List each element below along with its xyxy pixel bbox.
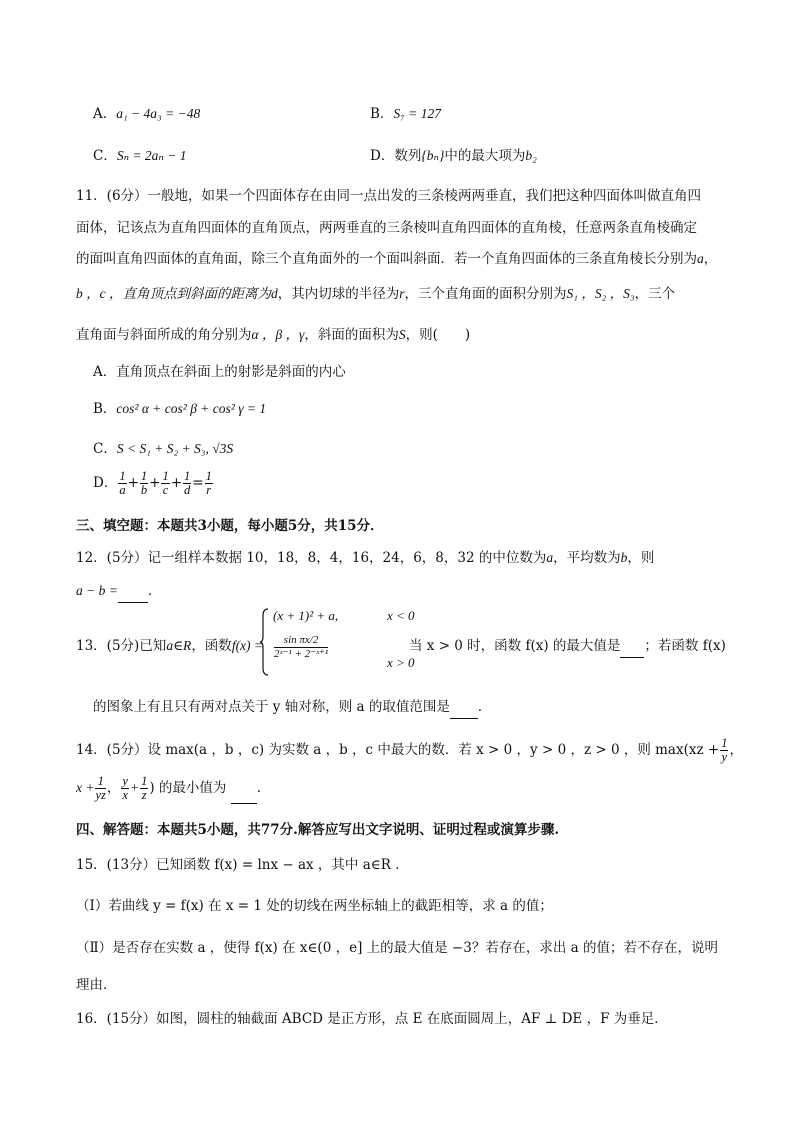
q13-case-2: $\frac{\text{sin πx/2}}{\text{2ˣ⁻¹ + 2⁻ˣ⁺¹}}$ [274, 634, 329, 660]
q11-option-a: A．直角顶点在斜面上的射影是斜面的内心 [93, 364, 346, 380]
q11-option-b: B．cos² α + cos² β + cos² γ = 1 [93, 401, 267, 417]
section-4-heading: 四、解答题：本题共5小题，共77分.解答应写出文字说明、证明过程或演算步骤. [76, 822, 560, 838]
q15-part-2-end: 理由． [76, 977, 117, 993]
q10-option-c: C．Sₙ = 2aₙ − 1 [93, 148, 187, 164]
q13-case-1: (x + 1)² + a, [273, 608, 339, 623]
q11-option-d: D． $\frac{1}{a}$ + $\frac{1}{b}$ + $\frac{1}{c}$ + $\frac{1}{d}$ = $\frac{1}{r}$ [93, 469, 212, 497]
q11-line-4: b ，c ，直角顶点到斜面的距离为d，其内切球的半径为r，三个直角面的面积分别为S₁ ，S₂ ，S₃，三个 [76, 286, 676, 302]
q10-option-b-expr: S₇ = 127 [393, 106, 441, 121]
q13-prefix: 13．(5分)已知a∈R，函数f(x) = [76, 638, 264, 654]
q12-line-2: a − b = ． [76, 582, 161, 603]
q14-line-2: x + $\frac{1}{yz}$ ， $\frac{y}{x}$ + $\frac{1}{z}$ ) 的最小值为 ． [76, 774, 271, 802]
q14-answer-blank [231, 777, 257, 804]
q12-line-1: 12．(5分）记一组样本数据 10，18，8，4，16，24，6，8，32 的中位数为a，平均数为b，则 [76, 550, 655, 566]
q13-case-1-cond: x < 0 [387, 608, 415, 623]
q12-answer-blank [118, 584, 148, 603]
section-3-heading: 三、填空题：本题共3小题，每小题5分，共15分． [76, 518, 384, 534]
q10-option-a: A．a₁ − 4a₃ = −48 [93, 106, 201, 122]
brace-shape [259, 608, 269, 676]
q16-line-1: 16．(15分）如图，圆柱的轴截面 ABCD 是正方形，点 E 在底面圆周上，AF ⊥ DE ，F 为垂足． [76, 1011, 668, 1027]
q11-line-1: 11．(6分）一般地，如果一个四面体存在由同一点出发的三条棱两两垂直，我们把这种四面体叫做直角四 [76, 188, 702, 204]
q14-line-1: 14．(5分）设 max(a ，b ，c) 为实数 a ，b ，c 中最大的数．若 x > 0 ，y > 0 ，z > 0 ，则 max(xz + $\frac{1}{y}$ ， [76, 736, 743, 764]
q13-line-2: 的图象上有且只有两对点关于 y 轴对称，则 a 的取值范围是 ． [93, 698, 491, 719]
q10-option-b: B．S₇ = 127 [370, 106, 441, 122]
q13-answer-blank-2 [450, 700, 478, 719]
q13-after: 当 x > 0 时，函数 f(x) 的最大值是 ；若函数 f(x) [409, 637, 726, 658]
q13-case-2-cond: x > 0 [387, 655, 415, 670]
q10-option-a-expr: a₁ − 4a₃ = −48 [116, 106, 201, 121]
q11-option-c: C．S < S₁ + S₂ + S₃, √3S [93, 441, 234, 457]
q15-part-1: （Ⅰ）若曲线 y = f(x) 在 x = 1 处的切线在两坐标轴上的截距相等，求 a 的值； [76, 898, 553, 914]
q13-answer-blank-1 [620, 639, 644, 658]
q10-option-d: D．数列{bₙ}中的最大项为b₂ [370, 148, 537, 164]
q11-line-3: 的面叫直角四面体的直角面，除三个直角面外的一个面叫斜面．若一个直角四面体的三条直角棱长分别为a， [76, 251, 718, 267]
q11-line-2: 面体，记该点为直角四面体的直角顶点，两两垂直的三条棱叫直角四面体的直角棱，任意两条直角棱确定 [76, 220, 697, 236]
q11-line-5: 直角面与斜面所成的角分别为α ，β ，γ，斜面的面积为S，则( ) [76, 327, 471, 343]
q10-option-d-seq: {bₙ} [421, 148, 445, 163]
q15-line-1: 15．(13分）已知函数 f(x) = lnx − ax ，其中 a∈R ． [76, 857, 409, 873]
q10-option-c-expr: Sₙ = 2aₙ − 1 [116, 148, 187, 163]
q15-part-2: （Ⅱ）是否存在实数 a ，使得 f(x) 在 x∈(0 ，e] 上的最大值是 −3？若存在，求出 a 的值；若不存在，说明 [76, 940, 718, 956]
